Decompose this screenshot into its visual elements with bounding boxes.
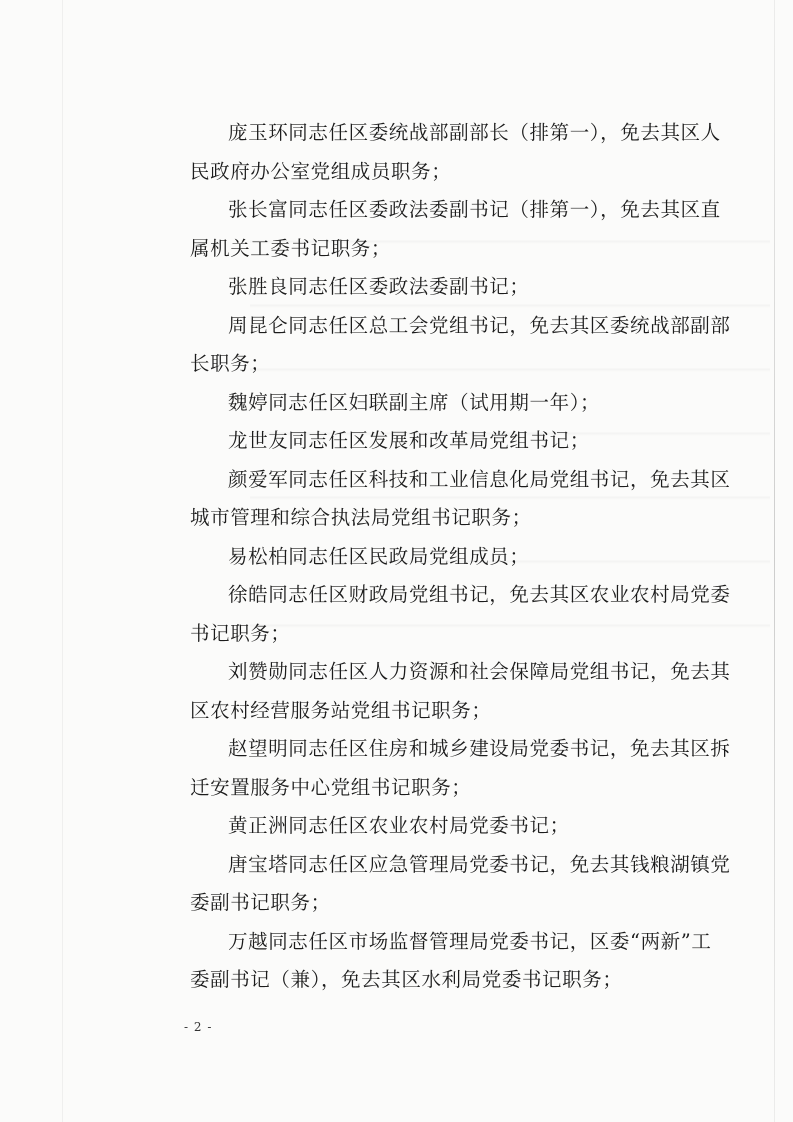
- entry-line: 唐宝塔同志任区应急管理局党委书记，免去其钱粮湖镇党: [228, 852, 731, 876]
- entry-line: 魏婷同志任区妇联副主席（试用期一年）；: [228, 390, 601, 414]
- appointment-entry: [190, 384, 750, 423]
- entry-line-continued: 书记职务；: [190, 621, 291, 645]
- entry-line-continued: 民政府办公室党组成员职务；: [190, 159, 452, 183]
- entry-line: 张长富同志任区委政法委副书记（排第一），免去其区直: [228, 198, 721, 221]
- entry-line: 庞玉环同志任区委统战部副部长（排第一），免去其区人: [228, 121, 721, 144]
- appointment-entry: [190, 730, 750, 807]
- appointment-entry: [190, 576, 750, 653]
- appointment-entry: [190, 461, 750, 538]
- entry-line: 万越同志任区市场监督管理局党委书记，区委“两新”工: [228, 929, 712, 953]
- appointment-entry: [190, 191, 750, 268]
- appointment-entry: [190, 653, 750, 730]
- appointment-entry: [190, 923, 750, 1000]
- entry-line-continued: 迁安置服务中心党组书记职务；: [190, 775, 472, 799]
- entry-line: 张胜良同志任区委政法委副书记；: [228, 275, 530, 298]
- appointment-entry: [190, 422, 750, 461]
- entry-line: 周昆仑同志任区总工会党组书记，免去其区委统战部副部: [228, 313, 731, 337]
- entry-line: 徐皓同志任区财政局党组书记，免去其区农业农村局党委: [228, 583, 731, 606]
- entry-line: 刘赞勋同志任区人力资源和社会保障局党组书记，免去其: [228, 660, 731, 683]
- page-number: - 2 -: [184, 1020, 213, 1034]
- entry-line-continued: 委副书记（兼），免去其区水利局党委书记职务；: [190, 968, 623, 991]
- entry-line-continued: 区农村经营服务站党组书记职务；: [190, 698, 492, 722]
- entry-line-continued: 城市管理和综合执法局党组书记职务；: [190, 506, 532, 529]
- entry-line: 易松柏同志任区民政局党组成员；: [228, 544, 530, 568]
- appointment-entry: [190, 538, 750, 577]
- appointment-entry: [190, 307, 750, 384]
- appointment-entry: [190, 268, 750, 307]
- appointment-entry: [190, 114, 750, 191]
- appointment-entry: [190, 846, 750, 923]
- scan-edge-left: [62, 0, 63, 1122]
- entry-line: 赵望明同志任区住房和城乡建设局党委书记，免去其区拆: [228, 737, 731, 760]
- entry-line-continued: 属机关工委书记职务；: [190, 236, 392, 260]
- document-body: [190, 114, 750, 1000]
- entry-line-continued: 委副书记职务；: [190, 891, 331, 914]
- entry-line-continued: 长职务；: [190, 352, 271, 375]
- scan-edge-right: [774, 0, 775, 1122]
- entry-line: 黄正洲同志任区农业农村局党委书记；: [228, 814, 570, 837]
- entry-line: 颜爱军同志任区科技和工业信息化局党组书记，免去其区: [228, 467, 731, 491]
- entry-line: 龙世友同志任区发展和改革局党组书记；: [228, 429, 590, 452]
- appointment-entry: [190, 807, 750, 846]
